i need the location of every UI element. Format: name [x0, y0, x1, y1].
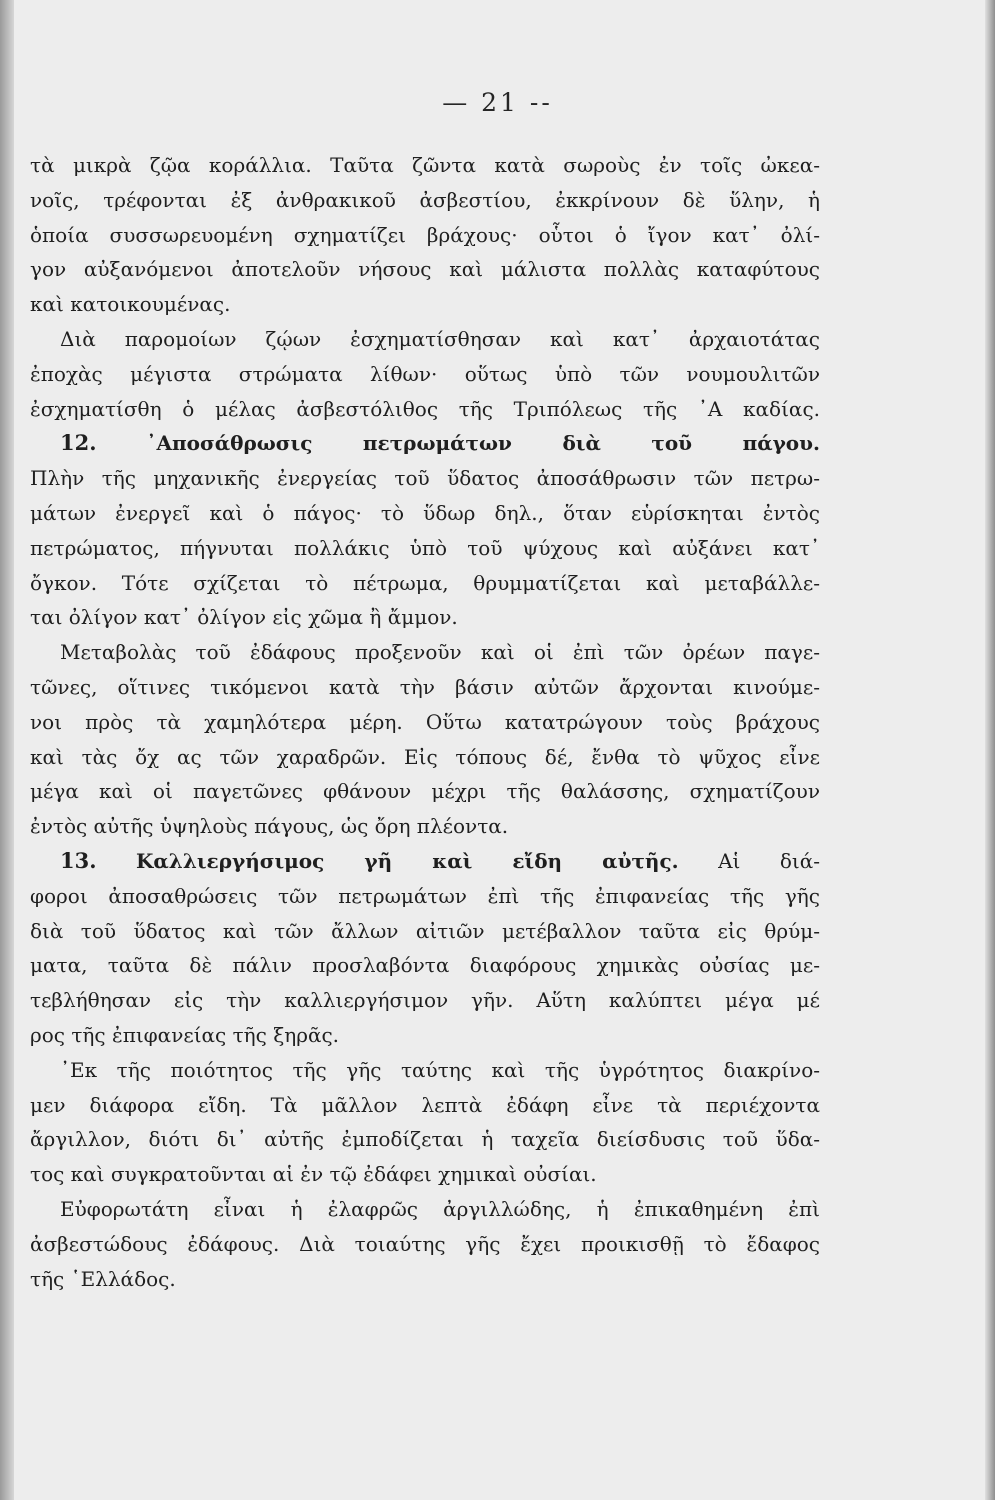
- text-line: ἀσβεστώδους ἐδάφους. Διὰ τοιαύτης γῆς ἔχει προικισθῇ τὸ ἔδαφος: [30, 1231, 820, 1256]
- section-lead-text: Αἱ διά-: [718, 848, 820, 873]
- text-line: μάτων ἐνεργεῖ καὶ ὁ πάγος· τὸ ὕδωρ δηλ., ὅταν εὑρίσκηται ἐντὸς: [30, 500, 820, 525]
- text-line: τῶνες, οἵτινες τικόμενοι κατὰ τὴν βάσιν αὐτῶν ἄρχονται κινούμε-: [30, 674, 820, 699]
- page-number: — 21 --: [442, 88, 553, 117]
- text-line: ρος τῆς ἐπιφανείας τῆς ξηρᾶς.: [30, 1022, 340, 1047]
- section-heading-12: [30, 426, 820, 461]
- text-line: ἄργιλλον, διότι δι᾽ αὐτῆς ἐμποδίζεται ἡ ταχεῖα διείσδυσις τοῦ ὕδα-: [30, 1127, 820, 1152]
- page-right-edge: [985, 0, 995, 1500]
- text-line: φοροι ἀποσαθρώσεις τῶν πετρωμάτων ἐπὶ τῆς ἐπιφανείας τῆς γῆς: [30, 883, 820, 908]
- section-heading-13: [30, 844, 820, 879]
- text-line: μέγα καὶ οἱ παγετῶνες φθάνουν μέχρι τῆς θαλάσσης, σχηματίζουν: [30, 779, 820, 804]
- text-line: ἐσχηματίσθη ὁ μέλας ἀσβεστόλιθος τῆς Τριπόλεως τῆς ᾽Α καδίας.: [30, 396, 820, 421]
- text-line: πετρώματος, πήγνυται πολλάκις ὑπὸ τοῦ ψύχους καὶ αὐξάνει κατ᾽: [30, 535, 820, 560]
- section-number: 13.: [60, 847, 97, 873]
- text-line: ἐποχὰς μέγιστα στρώματα λίθων· οὕτως ὑπὸ τῶν νουμουλιτῶν: [30, 361, 820, 386]
- text-line: τεβλήθησαν εἰς τὴν καλλιεργήσιμον γῆν. Αὕτη καλύπτει μέγα μέ: [30, 988, 820, 1013]
- text-line: τὰ μικρὰ ζῷα κοράλλια. Ταῦτα ζῶντα κατὰ σωρoὺς ἐν τοῖς ὠκεα-: [30, 153, 820, 177]
- text-line: διὰ τοῦ ὕδατος καὶ τῶν ἄλλων αἰτιῶν μετέβαλλον ταῦτα εἰς θρύμ-: [30, 918, 820, 943]
- text-line: Πλὴν τῆς μηχανικῆς ἐνεργείας τοῦ ὕδατος ἀποσάθρωσιν τῶν πετρω-: [30, 466, 820, 491]
- page-left-edge: [0, 0, 14, 1500]
- text-line: γον αὐξανόμενοι ἀποτελοῦν νήσους καὶ μάλιστα πολλὰς καταφύτους: [30, 257, 820, 282]
- text-line: Μεταβολὰς τοῦ ἐδάφους προξενοῦν καὶ οἱ ἐπὶ τῶν ὀρέων παγε-: [60, 640, 820, 665]
- body-text: [30, 148, 820, 1296]
- text-line: ματα, ταῦτα δὲ πάλιν προσλαβόντα διαφόρους χημικὰς οὐσίας με-: [30, 953, 820, 978]
- text-line: ὁποία συσσωρευομένη σχηματίζει βράχους· οὗτοι ὁ ἴγον κατ᾽ ὀλί-: [30, 222, 820, 247]
- text-line: καὶ τὰς ὄχ ας τῶν χαραδρῶν. Εἰς τόπους δέ, ἔνθα τὸ ψῦχος εἶνε: [30, 744, 820, 769]
- text-line: ὄγκον. Τότε σχίζεται τὸ πέτρωμα, θρυμματίζεται καὶ μεταβάλλε-: [30, 570, 820, 595]
- text-line: καὶ κατοικουμένας.: [30, 292, 231, 317]
- text-line: μεν διάφορα εἴδη. Τὰ μᾶλλον λεπτὰ ἐδάφη εἶνε τὰ περιέχοντα: [30, 1092, 820, 1117]
- section-title: Καλλιεργήσιμος γῆ καὶ εἴδη αὐτῆς.: [136, 848, 679, 873]
- text-line: νοῖς, τρέφονται ἐξ ἀνθρακικοῦ ἀσβεστίου, ἐκκρίνουν δὲ ὕλην, ἡ: [30, 187, 820, 212]
- text-line: τος καὶ συγκρατοῦνται αἱ ἐν τῷ ἐδάφει χημικαὶ οὐσίαι.: [30, 1162, 597, 1187]
- section-number: 12.: [60, 430, 97, 456]
- text-line: νοι πρὸς τὰ χαμηλότερα μέρη. Οὕτω κατατρώγουν τοὺς βράχους: [30, 709, 820, 734]
- text-line: ἐντὸς αὐτῆς ὑψηλοὺς πάγους, ὡς ὄρη πλέοντα.: [30, 814, 509, 839]
- text-line: Εὐφορωτάτη εἶναι ἡ ἐλαφρῶς ἀργιλλώδης, ἡ ἐπικαθημένη ἐπὶ: [60, 1196, 820, 1221]
- text-line: ται ὀλίγον κατ᾽ ὀλίγον εἰς χῶμα ἢ ἄμμον.: [30, 605, 458, 630]
- text-line: ᾽Εκ τῆς ποιότητος τῆς γῆς ταύτης καὶ τῆς ὑγρότητος διακρίνο-: [60, 1057, 820, 1082]
- text-line: Διὰ παρομοίων ζῴων ἐσχηματίσθησαν καὶ κατ᾽ ἀρχαιοτάτας: [60, 326, 820, 351]
- text-line: τῆς ῾Ελλάδος.: [30, 1266, 176, 1291]
- section-title: ᾽Αποσάθρωσις πετρωμάτων διὰ τοῦ πάγου.: [146, 431, 820, 456]
